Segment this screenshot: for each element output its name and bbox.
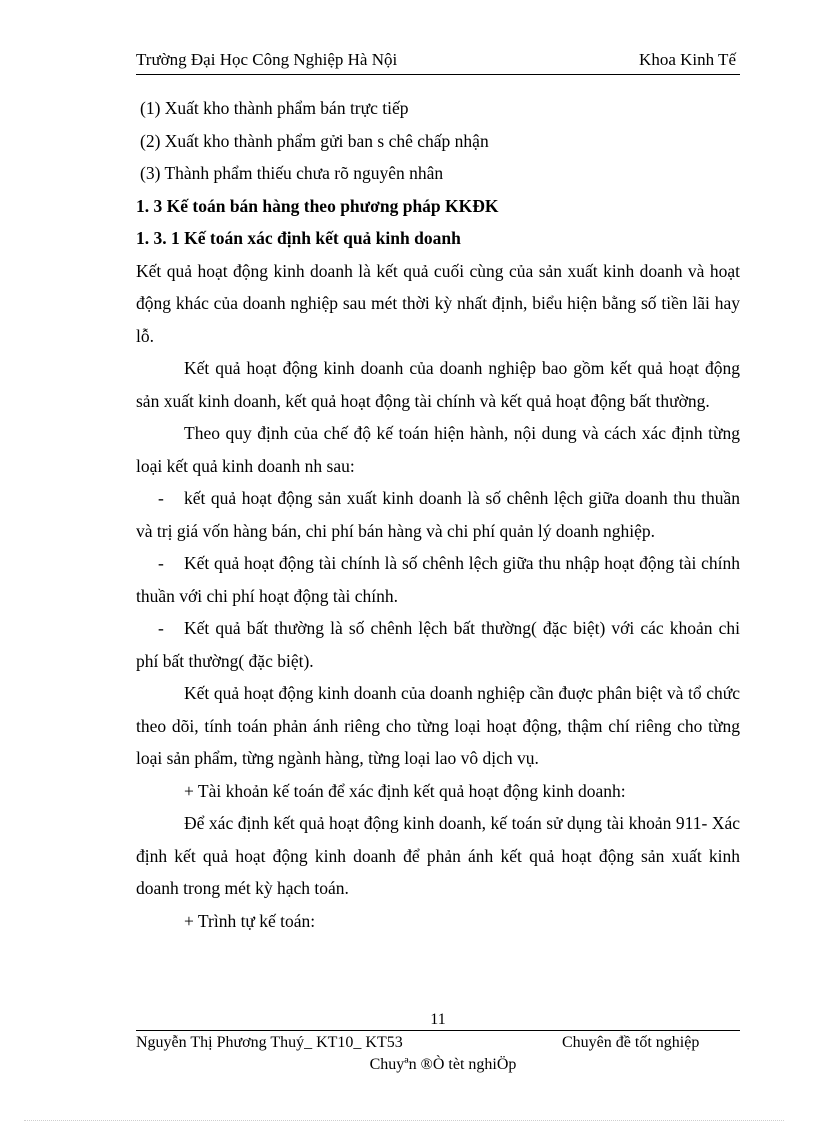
list-item: (1) Xuất kho thành phẩm bán trực tiếp	[140, 98, 409, 118]
paragraph: Kết quả hoạt động kinh doanh là kết quả cuối cùng của sản xuất kinh doanh và hoạt động khác của doanh nghiệp sau mét thời kỳ nhất định, biểu hiện bằng số tiền lãi hay lỗ.	[136, 260, 740, 346]
dash-marker: -	[158, 488, 164, 508]
paragraph: + Trình tự kế toán:	[184, 910, 316, 931]
dash-marker: -	[158, 553, 164, 573]
page-header	[136, 48, 740, 75]
list-item: (3) Thành phẩm thiếu chưa rõ nguyên nhân	[140, 163, 444, 183]
section-heading: 1. 3 Kế toán bán hàng theo phương pháp KKĐK	[136, 195, 499, 216]
dash-marker: -	[158, 618, 164, 638]
bullet-item	[136, 482, 740, 547]
paragraph: Theo quy định của chế độ kế toán hiện hành, nội dung và cách xác định từng loại kết quả kinh doanh nh sau:	[136, 423, 740, 476]
paragraph: Kết quả hoạt động kinh doanh của doanh nghiệp cần đuợc phân biệt và tổ chức theo dõi, tính toán phản ánh riêng cho từng loại hoạt động, thậm chí riêng cho từng loại sản phẩm, từng ngành hàng, từng loại lao vô dịch vụ.	[136, 683, 740, 768]
bullet-text: Kết quả bất thường là số chênh lệch bất thường( đặc biệt) với các khoản chi phí bất thường( đặc biệt).	[136, 618, 740, 671]
paragraph: Để xác định kết quả hoạt động kinh doanh, kế toán sử dụng tài khoản 911- Xác định kết quả hoạt động kinh doanh để phản ánh kết quả hoạt động sản xuất kinh doanh trong mét kỳ hạch toán.	[136, 813, 740, 898]
bullet-item	[136, 547, 740, 612]
page-content	[136, 92, 740, 937]
paragraph: Kết quả hoạt động kinh doanh của doanh nghiệp bao gồm kết quả hoạt động sản xuất kinh doanh, kết quả hoạt động tài chính và kết quả hoạt động bất thường.	[136, 358, 740, 411]
footer-divider	[136, 1030, 740, 1031]
header-school-name: Trường Đại Học Công Nghiệp Hà Nội	[136, 50, 398, 69]
bullet-item	[136, 612, 740, 677]
list-item: (2) Xuất kho thành phẩm gửi ban s chê chấp nhận	[140, 130, 489, 151]
footer-info-row	[136, 1032, 740, 1054]
subsection-heading: 1. 3. 1 Kế toán xác định kết quả kinh doanh	[136, 228, 461, 248]
footer-document-type: Chuyên đề tốt nghiệp	[562, 1034, 700, 1051]
footer-author: Nguyễn Thị Phương Thuý_ KT10_ KT53	[136, 1034, 403, 1051]
bullet-text: kết quả hoạt động sản xuất kinh doanh là số chênh lệch giữa doanh thu thuần và trị giá vốn hàng bán, chi phí bán hàng và chi phí quản lý doanh nghiệp.	[136, 488, 740, 541]
page-footer	[136, 1010, 740, 1076]
page-number: 11	[430, 1011, 446, 1028]
bullet-text: Kết quả hoạt động tài chính là số chênh lệch giữa thu nhập hoạt động tài chính thuần với chi phí hoạt động tài chính.	[136, 553, 740, 606]
paragraph: + Tài khoản kế toán để xác định kết quả hoạt động kinh doanh:	[184, 780, 626, 801]
header-faculty-name: Khoa Kinh Tế	[639, 50, 736, 69]
footer-garbled-text: Chuyªn ®Ò tèt nghiÖp	[369, 1056, 517, 1073]
page-bottom-divider	[24, 1120, 784, 1121]
